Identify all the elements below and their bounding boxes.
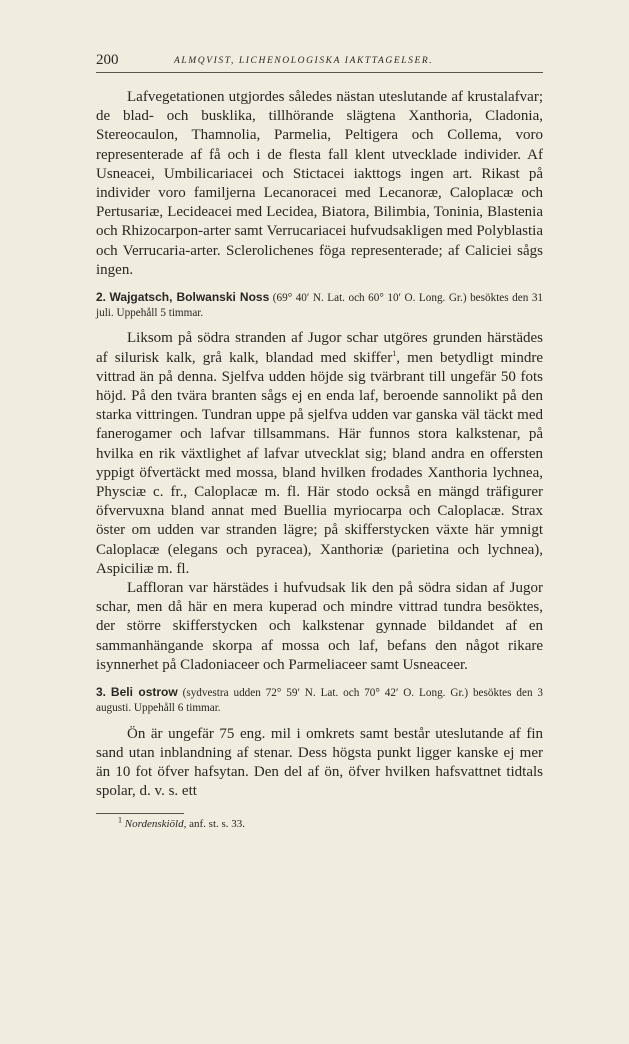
section-number: 3. <box>96 685 107 700</box>
section-number: 2. <box>96 290 107 305</box>
footnote-rule <box>96 813 184 814</box>
running-head <box>96 52 543 74</box>
section-place: Beli ostrow <box>110 685 178 700</box>
footnote-author: Nordenskiöld, <box>124 818 187 831</box>
paragraph-lichen-flora: Laffloran var härstädes i hufvudsak lik den på södra sidan af Jugor schar, men då här en mera kuperad och mindre vittrad tundra besöktes, der större skifferstycken och kalkstenar gynnade bildandet af en sammanhängande skorpa af mossa och laf, befans den något rikare isynnerhet på Cladoniaceer och Parmeliaceer samt Usneaceer. <box>96 580 543 673</box>
section-heading-2 <box>96 290 543 321</box>
header-rule <box>96 72 543 73</box>
paragraph-text: , men betydligt mindre vittrad än på denna. Sjelfva udden höjde sig tvärbrant till ungefär 50 fots höjd. På den tvära branten sågs ej en enda laf, beroende sannolikt på den starka vittringen. Tundran uppe på sjelfva udden var ganska väl täckt med fanerogamer och lafvar tillsammans. Här funnos stora kalkstenar, på hvilka en rik växtlighet af lafvar utvecklat sig; bland andra en offersten yppigt öfvertäckt med mossa, bland hvilken frodades Xanthoria lychnea, Physciæ c. fr., Caloplacæ m. fl. Här stodo också en mängd träfigurer öfvervuxna bland annat med Buellia myriocarpa och Caloplacæ. Strax öster om udden var stranden lägre; på skifferstycken växte här ymnigt Caloplacæ (elegans och pyracea), Xanthoriæ (parietina och lychnea), Aspiciliæ m. fl. <box>96 349 543 577</box>
footnote-mark: 1 <box>118 815 122 825</box>
paragraph-beli-ostrow: Ön är ungefär 75 eng. mil i omkrets samt består uteslutande af fin sand utan inblandning af stenar. Dess högsta punkt ligger kanske ej mer än 10 fot öfver hafsytan. Den del af ön, öfver hvilken hafsvattnet tidtals spolar, d. v. s. ett <box>96 725 543 800</box>
footnote <box>118 817 543 831</box>
paragraph-lichen-vegetation: Lafvegetationen utgjordes således nästan uteslutande af krustalafvar; de blad- och busklika, tillhörande slägtena Xanthoria, Cladonia, Stereocaulon, Thamnolia, Parmelia, Peltigera och Collema, voro representerade af få och i de flesta fall klent utvecklade individer. Af Usneacei, Umbilicariacei och Stictacei iakttogs ingen art. Rikast på individer voro familjerna Lecanoracei med Lecanoræ, Caloplacæ och Pertusariæ, Lecideacei med Lecidea, Biatora, Bilimbia, Toninia, Blastenia och Rhizocarpon-arter samt Verrucariacei hufvudsakligen med Polyblastia och Verrucaria-arter. Sclerolichenes föga representerade; af Caliciei sågs ingen. <box>96 89 543 278</box>
section-details: (sydvestra udden 72° 59′ N. Lat. och 70° 42′ O. Long. Gr.) besöktes den 3 augusti. Uppehåll 6 timmar. <box>96 687 544 715</box>
running-title: ALMQVIST, LICHENOLOGISKA IAKTTAGELSER. <box>174 56 434 66</box>
section-heading-3 <box>96 685 543 716</box>
footnote-reference: 1 <box>392 348 397 358</box>
paragraph-text: Liksom på södra stranden af Jugor schar utgöres grunden härstädes af silurisk kalk, grå kalk, blandad med skiffer <box>96 330 543 366</box>
page-number: 200 <box>96 52 119 68</box>
section-details: (69° 40′ N. Lat. och 60° 10′ O. Long. Gr.) besöktes den 31 juli. Uppehåll 5 timmar. <box>96 292 544 320</box>
footnote-reference-text: anf. st. s. 33. <box>189 818 246 831</box>
section-place: Wajgatsch, Bolwanski Noss <box>109 290 270 305</box>
document-page <box>96 52 543 831</box>
paragraph-wajgatsch <box>96 329 543 579</box>
